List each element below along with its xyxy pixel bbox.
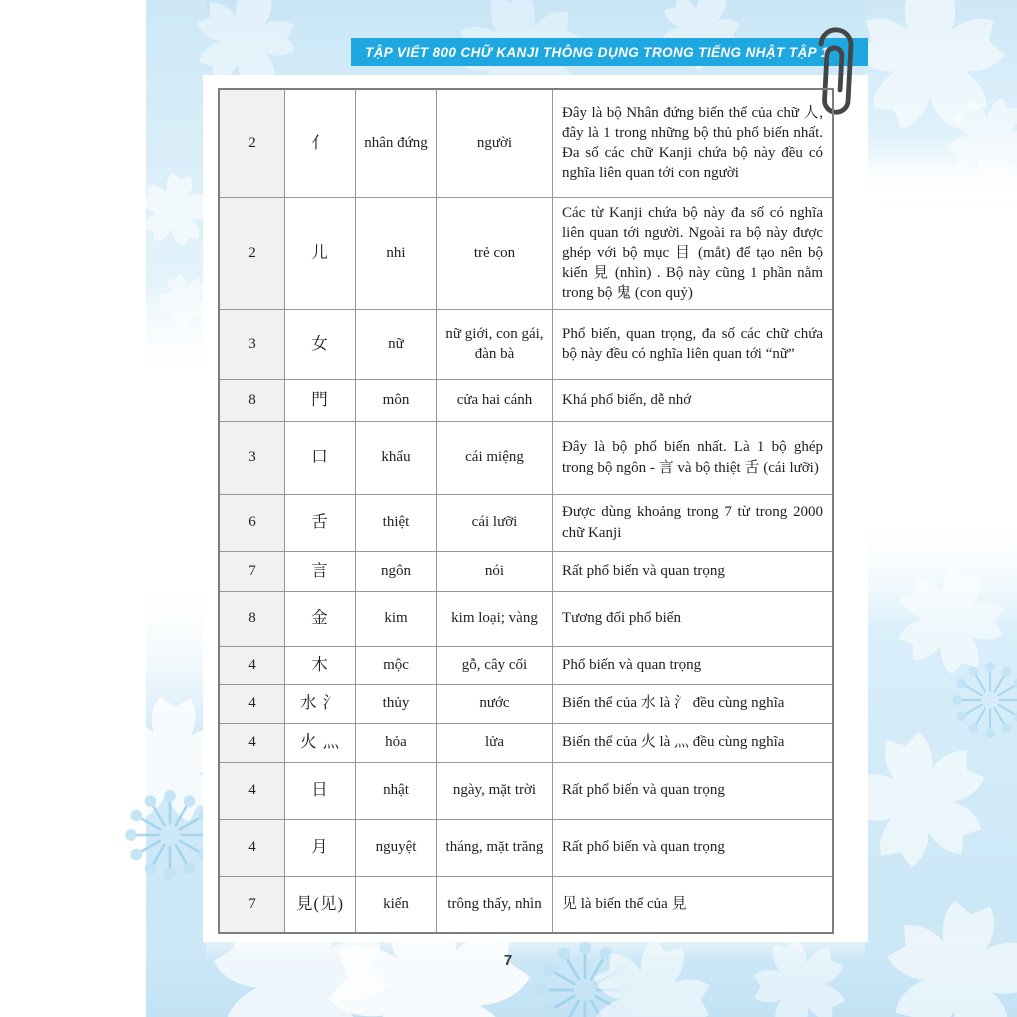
kanji-cell: 亻 bbox=[285, 89, 356, 197]
table-row bbox=[219, 819, 833, 876]
kanji-cell: 見(见) bbox=[285, 876, 356, 933]
stroke-count-cell: 7 bbox=[219, 876, 285, 933]
volume-title-bar bbox=[351, 38, 868, 66]
table-row bbox=[219, 762, 833, 819]
stroke-count-cell: 3 bbox=[219, 421, 285, 494]
sino-viet-name-cell: nhật bbox=[356, 762, 437, 819]
sino-viet-name-cell: môn bbox=[356, 379, 437, 421]
kanji-cell: 儿 bbox=[285, 197, 356, 309]
kanji-cell: 女 bbox=[285, 309, 356, 379]
meaning-cell: gỗ, cây cối bbox=[437, 646, 553, 684]
table-row bbox=[219, 551, 833, 591]
kanji-cell: 門 bbox=[285, 379, 356, 421]
kanji-cell: 水 氵 bbox=[285, 684, 356, 723]
stroke-count-cell: 4 bbox=[219, 819, 285, 876]
stroke-count-cell: 2 bbox=[219, 89, 285, 197]
stroke-count-cell: 7 bbox=[219, 551, 285, 591]
meaning-cell: cái lưỡi bbox=[437, 494, 553, 551]
note-cell: Biến thể của 火 là 灬 đều cùng nghĩa bbox=[553, 723, 834, 762]
note-cell: Phổ biến và quan trọng bbox=[553, 646, 834, 684]
note-cell: Các từ Kanji chứa bộ này đa số có nghĩa liên quan tới người. Ngoài ra bộ này được ghép với bộ mục 目 (mắt) để tạo nên bộ kiến 見 (nhìn) . Bộ này cũng 1 phần nằm trong bộ 鬼 (con quỷ) bbox=[553, 197, 834, 309]
meaning-cell: cửa hai cánh bbox=[437, 379, 553, 421]
meaning-cell: trông thấy, nhìn bbox=[437, 876, 553, 933]
sino-viet-name-cell: ngôn bbox=[356, 551, 437, 591]
sino-viet-name-cell: nữ bbox=[356, 309, 437, 379]
stroke-count-cell: 4 bbox=[219, 684, 285, 723]
sino-viet-name-cell: khẩu bbox=[356, 421, 437, 494]
kanji-cell: 火 灬 bbox=[285, 723, 356, 762]
sino-viet-name-cell: kiến bbox=[356, 876, 437, 933]
stroke-count-cell: 3 bbox=[219, 309, 285, 379]
meaning-cell: nữ giới, con gái, đàn bà bbox=[437, 309, 553, 379]
note-cell: Rất phổ biến và quan trọng bbox=[553, 762, 834, 819]
volume-title: TẬP VIẾT 800 CHỮ KANJI THÔNG DỤNG TRONG TIẾNG NHẬT TẬP 1 bbox=[365, 44, 829, 60]
kanji-cell: 口 bbox=[285, 421, 356, 494]
sino-viet-name-cell: nhân đứng bbox=[356, 89, 437, 197]
stroke-count-cell: 8 bbox=[219, 591, 285, 646]
stroke-count-cell: 4 bbox=[219, 646, 285, 684]
table-row bbox=[219, 89, 833, 197]
stroke-count-cell: 6 bbox=[219, 494, 285, 551]
note-cell: Đây là bộ Nhân đứng biến thể của chữ 人, đây là 1 trong những bộ thủ phổ biến nhất. Đa số các chữ Kanji chứa bộ này đều có nghĩa liên quan tới con người bbox=[553, 89, 834, 197]
note-cell: Phổ biến, quan trọng, đa số các chữ chứa bộ này đều có nghĩa liên quan tới “nữ” bbox=[553, 309, 834, 379]
table-row bbox=[219, 379, 833, 421]
meaning-cell: kim loại; vàng bbox=[437, 591, 553, 646]
meaning-cell: nói bbox=[437, 551, 553, 591]
meaning-cell: trẻ con bbox=[437, 197, 553, 309]
sino-viet-name-cell: thiệt bbox=[356, 494, 437, 551]
table-row bbox=[219, 723, 833, 762]
sino-viet-name-cell: thủy bbox=[356, 684, 437, 723]
note-cell: Biến thể của 水 là 氵 đều cùng nghĩa bbox=[553, 684, 834, 723]
note-cell: Rất phổ biến và quan trọng bbox=[553, 819, 834, 876]
kanji-cell: 舌 bbox=[285, 494, 356, 551]
sino-viet-name-cell: hỏa bbox=[356, 723, 437, 762]
stroke-count-cell: 8 bbox=[219, 379, 285, 421]
sino-viet-name-cell: mộc bbox=[356, 646, 437, 684]
kanji-cell: 日 bbox=[285, 762, 356, 819]
kanji-cell: 木 bbox=[285, 646, 356, 684]
table-row bbox=[219, 684, 833, 723]
kanji-cell: 言 bbox=[285, 551, 356, 591]
note-cell: 见 là biến thể của 見 bbox=[553, 876, 834, 933]
meaning-cell: nước bbox=[437, 684, 553, 723]
table-row bbox=[219, 646, 833, 684]
sino-viet-name-cell: nhi bbox=[356, 197, 437, 309]
meaning-cell: ngày, mặt trời bbox=[437, 762, 553, 819]
meaning-cell: cái miệng bbox=[437, 421, 553, 494]
radicals-table bbox=[218, 88, 834, 934]
sino-viet-name-cell: kim bbox=[356, 591, 437, 646]
table-row bbox=[219, 421, 833, 494]
meaning-cell: người bbox=[437, 89, 553, 197]
meaning-cell: lửa bbox=[437, 723, 553, 762]
kanji-cell: 月 bbox=[285, 819, 356, 876]
stroke-count-cell: 4 bbox=[219, 723, 285, 762]
table-row bbox=[219, 309, 833, 379]
note-cell: Khá phổ biến, dễ nhớ bbox=[553, 379, 834, 421]
table-row bbox=[219, 876, 833, 933]
table-row bbox=[219, 591, 833, 646]
page-number: 7 bbox=[503, 952, 513, 969]
note-cell: Tương đối phổ biến bbox=[553, 591, 834, 646]
note-cell: Được dùng khoảng trong 7 từ trong 2000 chữ Kanji bbox=[553, 494, 834, 551]
meaning-cell: tháng, mặt trăng bbox=[437, 819, 553, 876]
note-cell: Rất phổ biến và quan trọng bbox=[553, 551, 834, 591]
stroke-count-cell: 4 bbox=[219, 762, 285, 819]
table-row bbox=[219, 494, 833, 551]
note-cell: Đây là bộ phổ biến nhất. Là 1 bộ ghép trong bộ ngôn - 言 và bộ thiệt 舌 (cái lưỡi) bbox=[553, 421, 834, 494]
sino-viet-name-cell: nguyệt bbox=[356, 819, 437, 876]
table-row bbox=[219, 197, 833, 309]
stroke-count-cell: 2 bbox=[219, 197, 285, 309]
kanji-cell: 金 bbox=[285, 591, 356, 646]
